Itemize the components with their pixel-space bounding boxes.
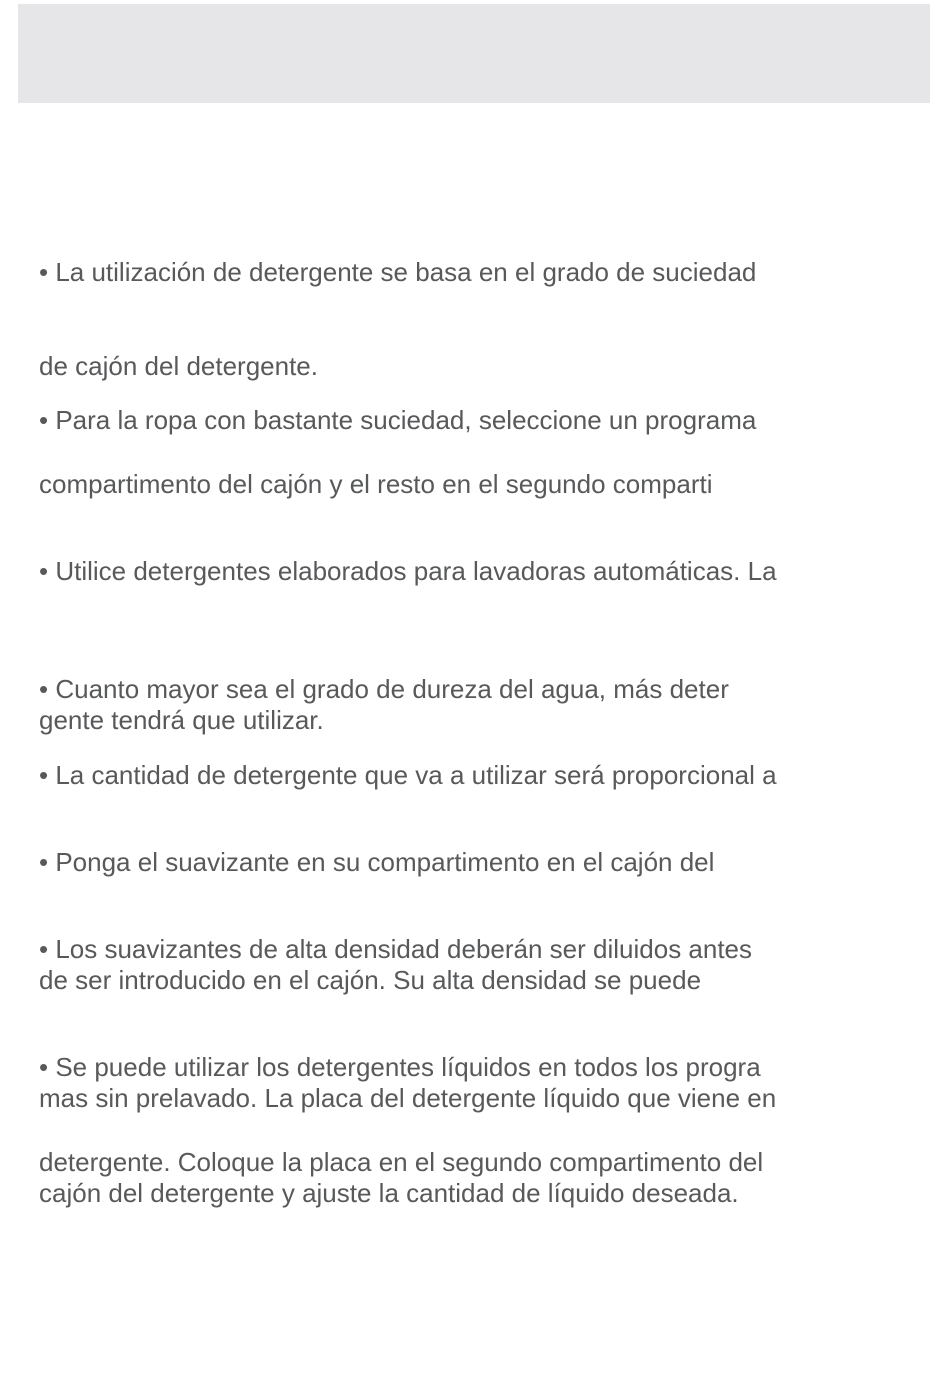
text-line-7: gente tendrá que utilizar. [39, 705, 324, 735]
text-line-4: compartimento del cajón y el resto en el segundo comparti [39, 469, 713, 499]
text-line-2: de cajón del detergente. [39, 351, 318, 381]
text-line-10: • Los suavizantes de alta densidad deberán ser diluidos antes [39, 934, 753, 964]
text-line-14: detergente. Coloque la placa en el segundo compartimento del [39, 1147, 764, 1177]
text-line-1: • La utilización de detergente se basa en el grado de suciedad [39, 257, 757, 287]
text-line-11: de ser introducido en el cajón. Su alta densidad se puede [39, 965, 702, 995]
text-line-12: • Se puede utilizar los detergentes líquidos en todos los progra [39, 1052, 761, 1082]
text-line-9: • Ponga el suavizante en su compartimento en el cajón del [39, 847, 715, 877]
text-line-13: mas sin prelavado. La placa del detergente líquido que viene en [39, 1083, 777, 1113]
text-line-3: • Para la ropa con bastante suciedad, seleccione un programa [39, 405, 757, 435]
text-line-5: • Utilice detergentes elaborados para lavadoras automáticas. La [39, 556, 777, 586]
text-line-6: • Cuanto mayor sea el grado de dureza del agua, más deter [39, 674, 729, 704]
text-line-8: • La cantidad de detergente que va a utilizar será proporcional a [39, 760, 777, 790]
text-line-15: cajón del detergente y ajuste la cantidad de líquido deseada. [39, 1178, 739, 1208]
header-band [18, 4, 930, 103]
